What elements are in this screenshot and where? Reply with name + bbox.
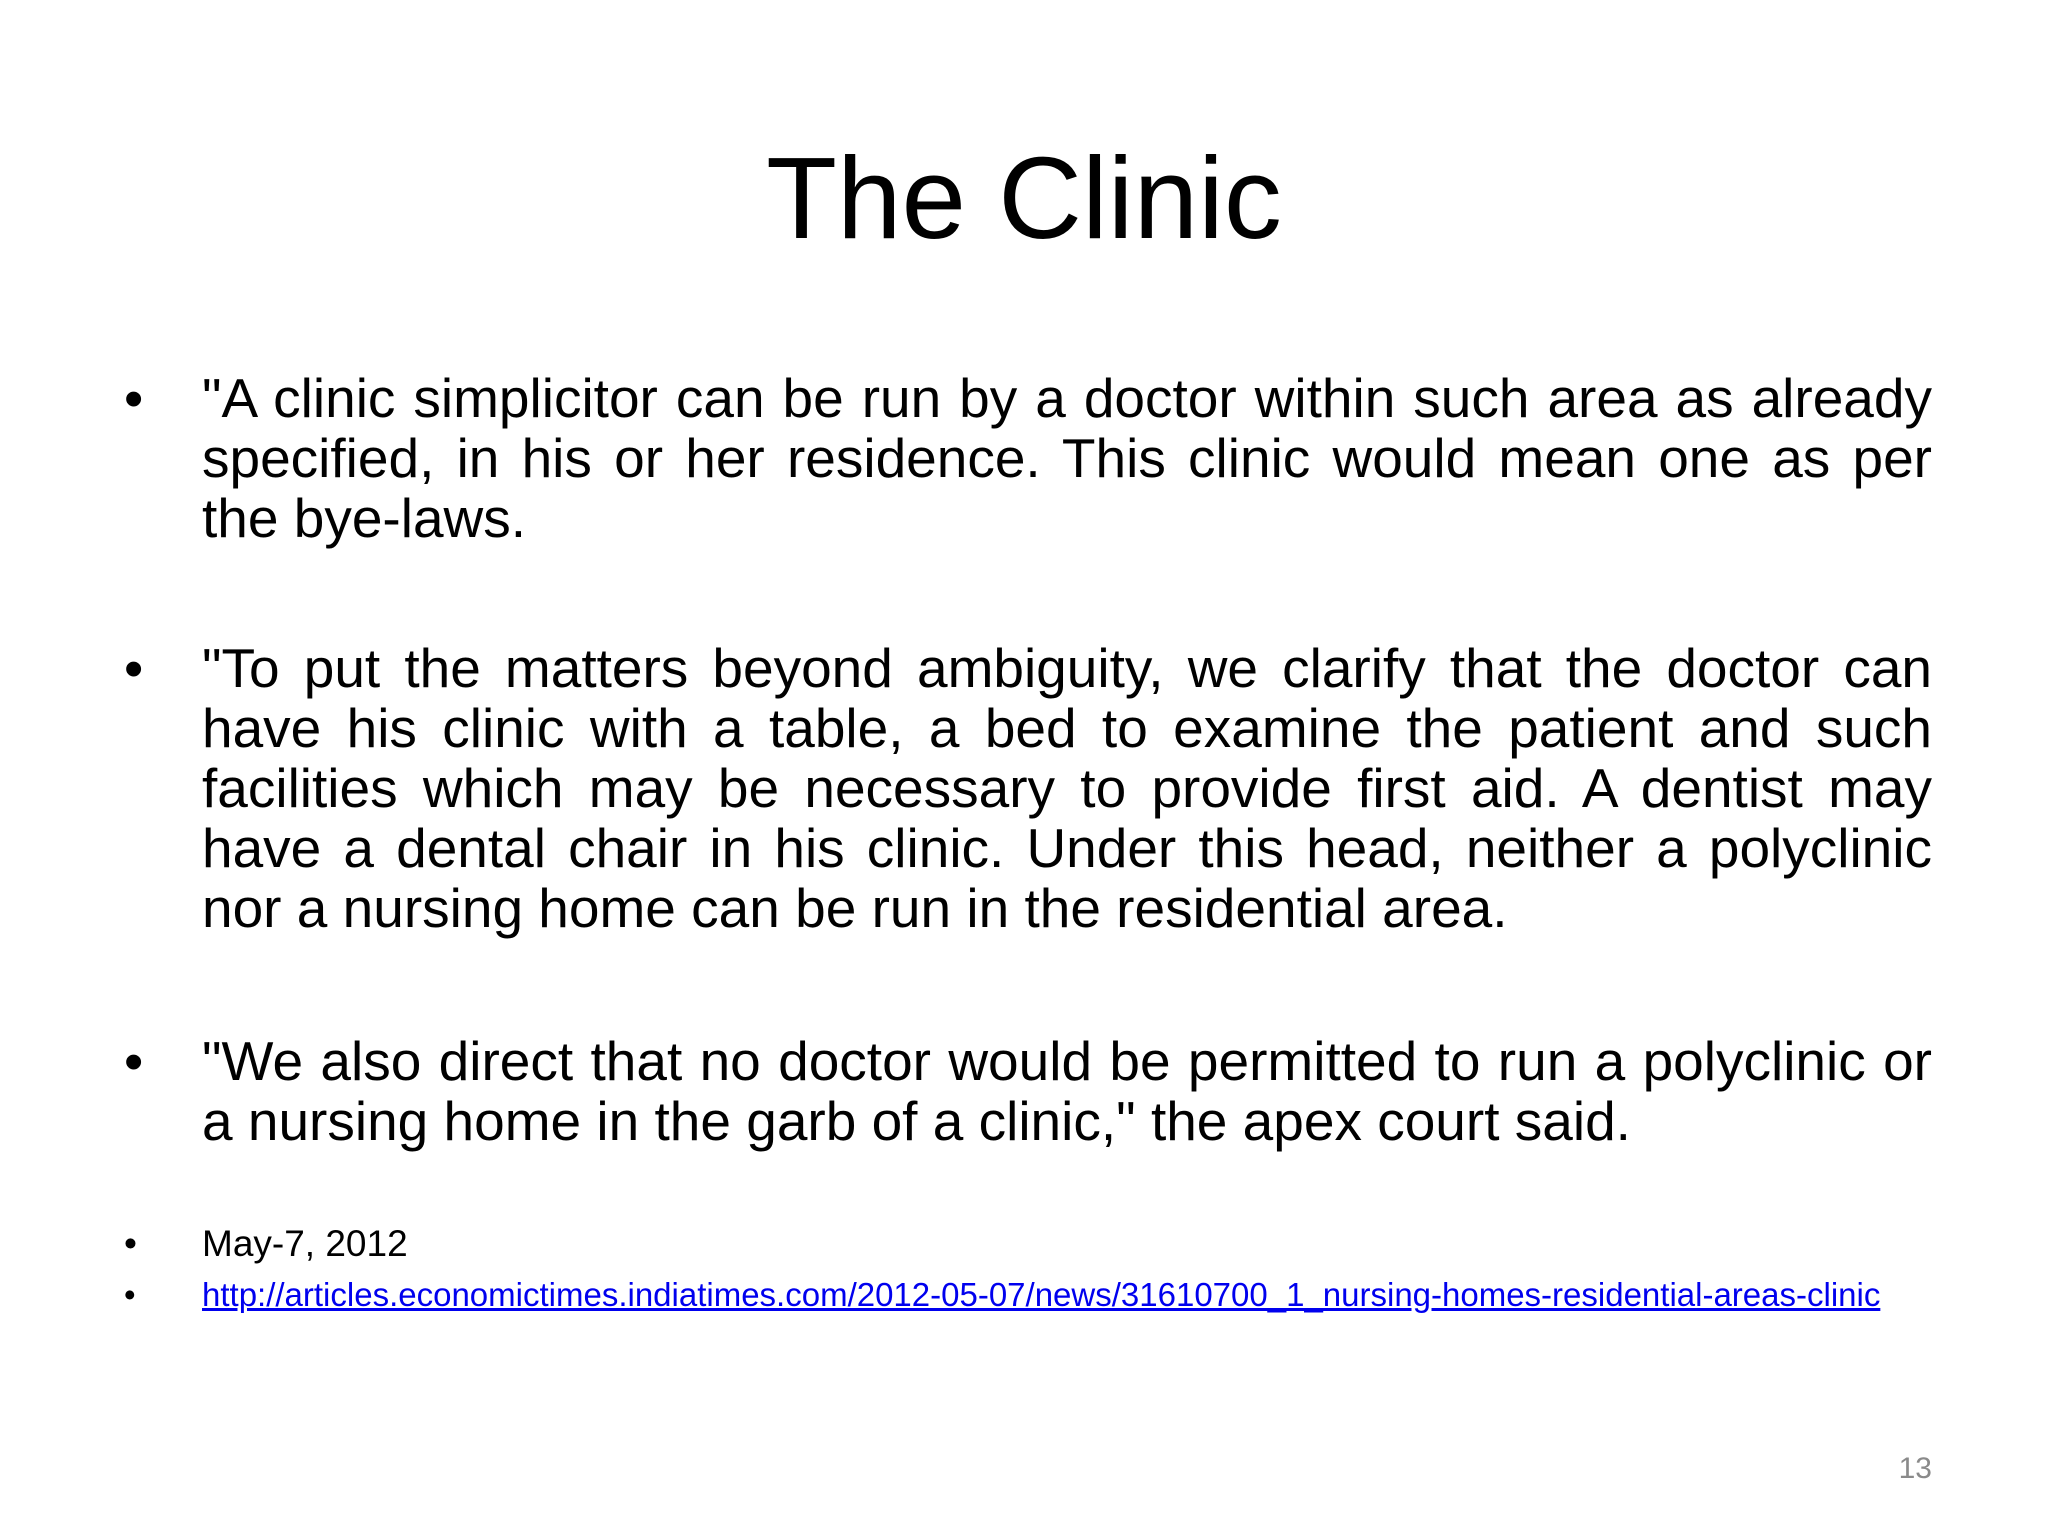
bullet-icon: • [124, 1223, 137, 1264]
bullet-item [124, 1223, 1932, 1264]
bullet-item [124, 367, 1932, 549]
page-number: 13 [1898, 1452, 1932, 1485]
source-link[interactable]: http://articles.economictimes.indiatimes.com/2012-05-07/news/31610700_1_nursing-homes-residential-areas-clinic [202, 1276, 1881, 1313]
slide-title: The Clinic [766, 133, 1282, 263]
bullet-icon: • [124, 1030, 144, 1092]
bullet-item [124, 637, 1932, 939]
bullet-text: "We also direct that no doctor would be permitted to run a polyclinic or a nursing home in the garb of a clinic," the apex court said. [202, 1030, 1932, 1152]
bullet-item [124, 1276, 1932, 1313]
bullet-icon: • [124, 637, 144, 699]
bullet-icon: • [124, 367, 144, 429]
bullet-icon: • [124, 1276, 136, 1313]
bullet-text: "A clinic simplicitor can be run by a doctor within such area as already specified, in his or her residence. This clinic would mean one as per the bye-laws. [202, 367, 1932, 549]
bullet-item [124, 1030, 1932, 1152]
bullet-text: "To put the matters beyond ambiguity, we clarify that the doctor can have his clinic with a table, a bed to examine the patient and such facilities which may be necessary to provide first aid. A dentist may have a dental chair in his clinic. Under this head, neither a polyclinic nor a nursing home can be run in the residential area. [202, 637, 1932, 939]
date-text: May-7, 2012 [202, 1223, 408, 1264]
